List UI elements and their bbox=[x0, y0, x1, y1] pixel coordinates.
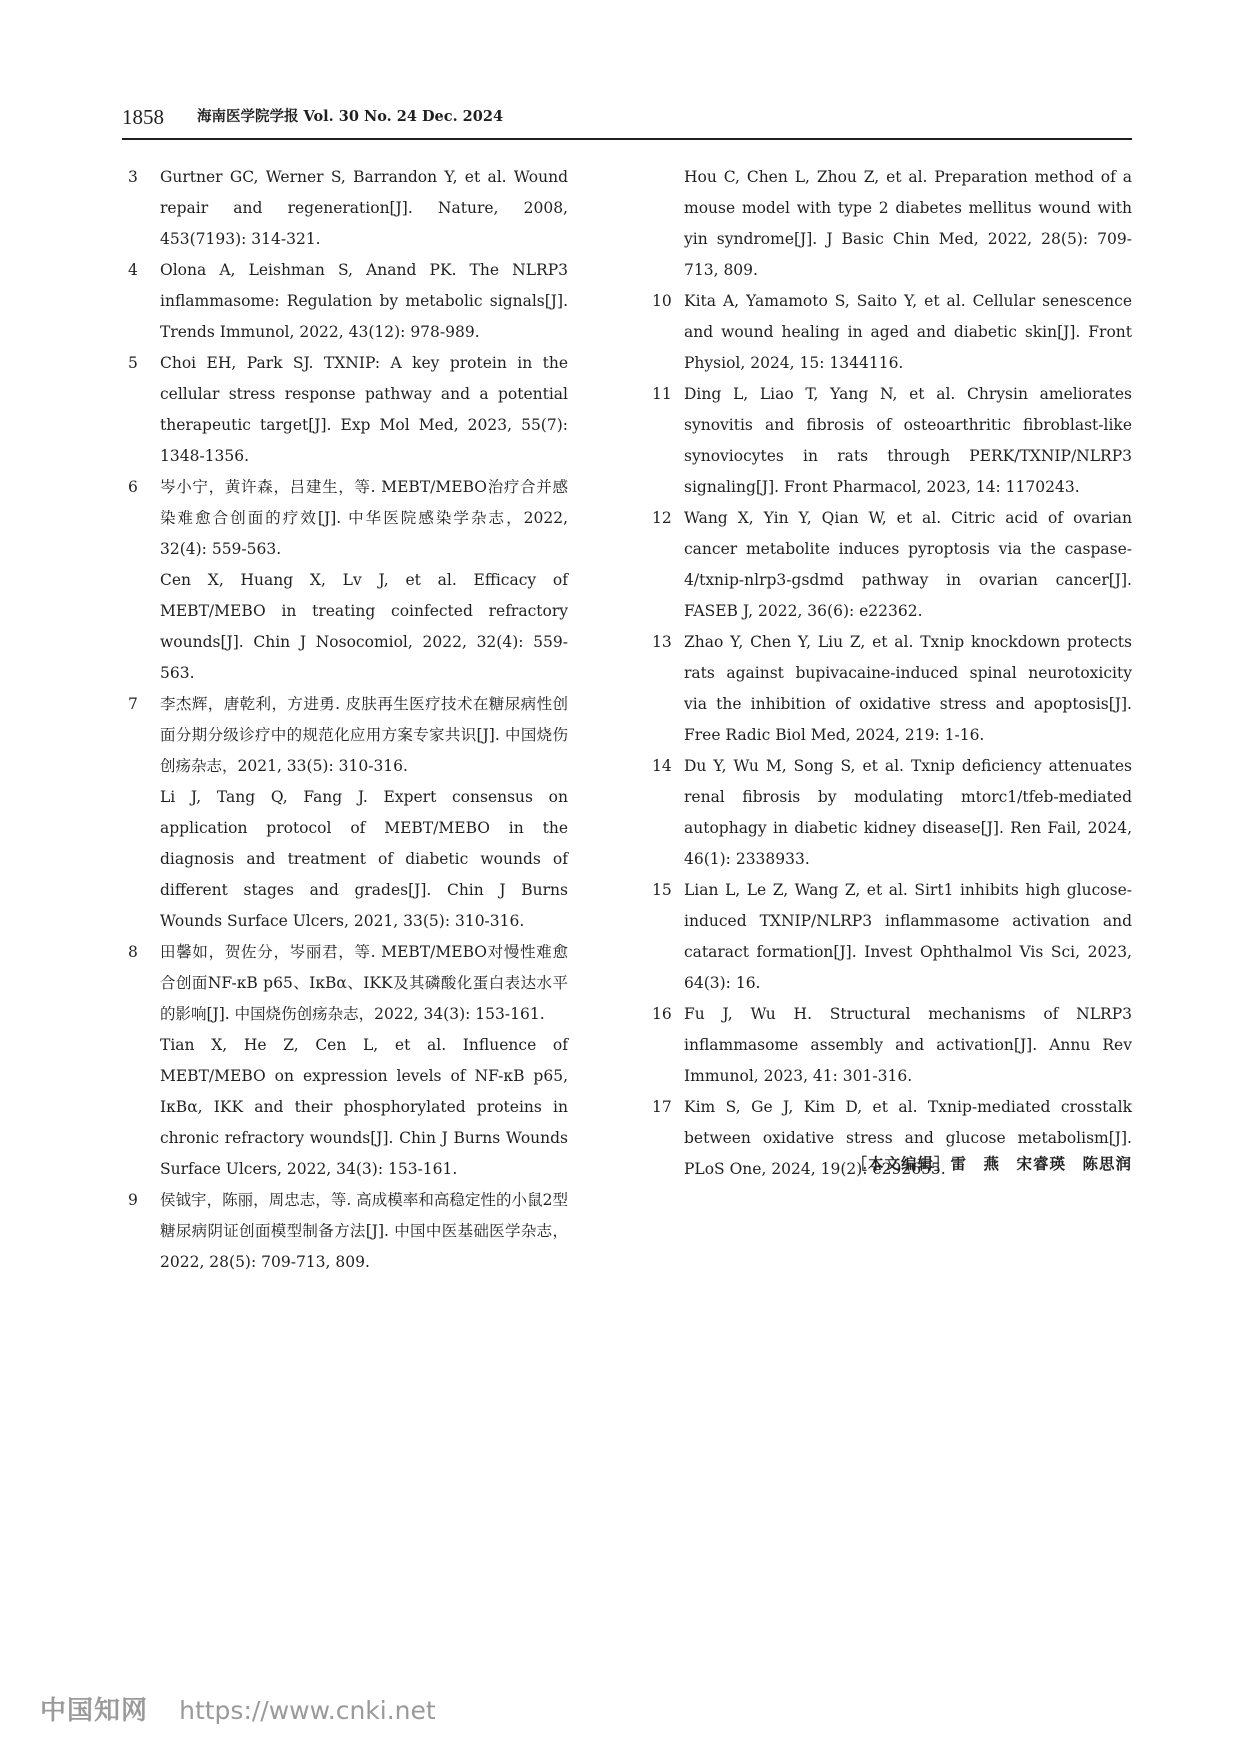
reference-item bbox=[128, 255, 568, 348]
reference-text: Fu J, Wu H. Structural mechanisms of NLRP3 inflammasome assembly and activation[J]. Annu Rev Immunol, 2023, 41: 301-316. bbox=[684, 1005, 1132, 1085]
reference-number: 13 bbox=[652, 633, 672, 651]
reference-text: Du Y, Wu M, Song S, et al. Txnip deficiency attenuates renal fibrosis by modulating mtorc1/tfeb-mediated autophagy in diabetic kidney disease[J]. Ren Fail, 2024, 46(1): 2338933. bbox=[684, 757, 1132, 868]
journal-title: 海南医学院学报 Vol. 30 No. 24 Dec. 2024 bbox=[197, 108, 504, 125]
reference-text-chinese: 岑小宁，黄许森，吕建生，等. MEBT/MEBO治疗合并感染难愈合创面的疗效[J]. 中华医院感染学杂志，2022, 32(4): 559-563. bbox=[160, 478, 568, 558]
reference-text: Cen X, Huang X, Lv J, et al. Efficacy of MEBT/MEBO in treating coinfected refractory wounds[J]. Chin J Nosocomiol, 2022, 32(4): 559-563. bbox=[160, 571, 568, 682]
reference-text: Tian X, He Z, Cen L, et al. Influence of MEBT/MEBO on expression levels of NF-κB p65, IκBα, IKK and their phosphorylated proteins in chronic refractory wounds[J]. Chin J Burns Wounds Surface Ulcers, 2022, 34(3): 153-161. bbox=[160, 1036, 568, 1178]
references-left-column bbox=[128, 162, 568, 1278]
reference-text: Gurtner GC, Werner S, Barrandon Y, et al. Wound repair and regeneration[J]. Nature, 2008, 453(7193): 314-321. bbox=[160, 168, 568, 248]
reference-text: Ding L, Liao T, Yang N, et al. Chrysin ameliorates synovitis and fibrosis of osteoarthritic fibroblast-like synoviocytes in rats through PERK/TXNIP/NLRP3 signaling[J]. Front Pharmacol, 2023, 14: 1170243. bbox=[684, 385, 1132, 496]
reference-item bbox=[652, 751, 1132, 875]
editor-credit: ［本文编辑］雷 燕 宋睿瑛 陈思润 bbox=[851, 1154, 1132, 1173]
reference-item-continued bbox=[652, 162, 1132, 286]
reference-number: 5 bbox=[128, 354, 138, 372]
reference-text: Kim S, Ge J, Kim D, et al. Txnip-mediated crosstalk between oxidative stress and glucose metabolism[J]. PLoS One, 2024, 19(2): e292655. bbox=[684, 1098, 1132, 1178]
reference-item bbox=[652, 503, 1132, 627]
reference-number: 8 bbox=[128, 943, 138, 961]
reference-number: 14 bbox=[652, 757, 672, 775]
reference-text: Olona A, Leishman S, Anand PK. The NLRP3 inflammasome: Regulation by metabolic signals[J]. Trends Immunol, 2022, 43(12): 978-989. bbox=[160, 261, 568, 341]
reference-text-chinese: 李杰辉，唐乾利，方进勇. 皮肤再生医疗技术在糖尿病性创面分期分级诊疗中的规范化应用方案专家共识[J]. 中国烧伤创疡杂志，2021, 33(5): 310-316. bbox=[160, 695, 568, 775]
reference-item bbox=[652, 999, 1132, 1092]
reference-number: 12 bbox=[652, 509, 672, 527]
reference-number: 7 bbox=[128, 695, 138, 713]
reference-item bbox=[652, 286, 1132, 379]
reference-item bbox=[128, 348, 568, 472]
reference-number: 4 bbox=[128, 261, 138, 279]
reference-text: Choi EH, Park SJ. TXNIP: A key protein in the cellular stress response pathway and a potential therapeutic target[J]. Exp Mol Med, 2023, 55(7): 1348-1356. bbox=[160, 354, 568, 465]
reference-number: 3 bbox=[128, 168, 138, 186]
cnki-logo: 中国知网 bbox=[40, 1696, 149, 1726]
reference-item bbox=[128, 162, 568, 255]
reference-item bbox=[652, 627, 1132, 751]
reference-text: Li J, Tang Q, Fang J. Expert consensus on application protocol of MEBT/MEBO in the diagnosis and treatment of diabetic wounds of different stages and grades[J]. Chin J Burns Wounds Surface Ulcers, 2021, 33(5): 310-316. bbox=[160, 788, 568, 930]
reference-item bbox=[652, 379, 1132, 503]
reference-number: 15 bbox=[652, 881, 672, 899]
reference-text-chinese: 田馨如，贺佐分，岑丽君，等. MEBT/MEBO对慢性难愈合创面NF-κB p65、IκBα、IKK及其磷酸化蛋白表达水平的影响[J]. 中国烧伤创疡杂志，2022, 34(3): 153-161. bbox=[160, 943, 568, 1023]
page-header bbox=[122, 104, 1132, 140]
reference-item bbox=[128, 472, 568, 689]
reference-text: Wang X, Yin Y, Qian W, et al. Citric acid of ovarian cancer metabolite induces pyroptosis via the caspase-4/txnip-nlrp3-gsdmd pathway in ovarian cancer[J]. FASEB J, 2022, 36(6): e22362. bbox=[684, 509, 1132, 620]
reference-number: 17 bbox=[652, 1098, 672, 1116]
reference-number: 9 bbox=[128, 1191, 138, 1209]
reference-text: Hou C, Chen L, Zhou Z, et al. Preparation method of a mouse model with type 2 diabetes mellitus wound with yin syndrome[J]. J Basic Chin Med, 2022, 28(5): 709-713, 809. bbox=[684, 168, 1132, 279]
reference-text-chinese: 侯钺宇，陈丽，周忠志，等. 高成模率和高稳定性的小鼠2型糖尿病阴证创面模型制备方法[J]. 中国中医基础医学杂志，2022, 28(5): 709-713, 809. bbox=[160, 1191, 568, 1271]
reference-item bbox=[128, 937, 568, 1185]
references-right-column bbox=[652, 162, 1132, 1185]
reference-text: Zhao Y, Chen Y, Liu Z, et al. Txnip knockdown protects rats against bupivacaine-induced spinal neurotoxicity via the inhibition of oxidative stress and apoptosis[J]. Free Radic Biol Med, 2024, 219: 1-16. bbox=[684, 633, 1132, 744]
reference-text: Lian L, Le Z, Wang Z, et al. Sirt1 inhibits high glucose-induced TXNIP/NLRP3 inflammasome activation and cataract formation[J]. Invest Ophthalmol Vis Sci, 2023, 64(3): 16. bbox=[684, 881, 1132, 992]
reference-item bbox=[652, 875, 1132, 999]
reference-number: 16 bbox=[652, 1005, 672, 1023]
reference-item bbox=[128, 689, 568, 937]
reference-item bbox=[128, 1185, 568, 1278]
page-number: 1858 bbox=[122, 105, 164, 129]
watermark-footer bbox=[40, 1690, 436, 1727]
cnki-url: https://www.cnki.net bbox=[179, 1696, 436, 1725]
reference-text: Kita A, Yamamoto S, Saito Y, et al. Cellular senescence and wound healing in aged and diabetic skin[J]. Front Physiol, 2024, 15: 1344116. bbox=[684, 292, 1132, 372]
reference-number: 11 bbox=[652, 385, 672, 403]
reference-number: 6 bbox=[128, 478, 138, 496]
reference-number: 10 bbox=[652, 292, 672, 310]
